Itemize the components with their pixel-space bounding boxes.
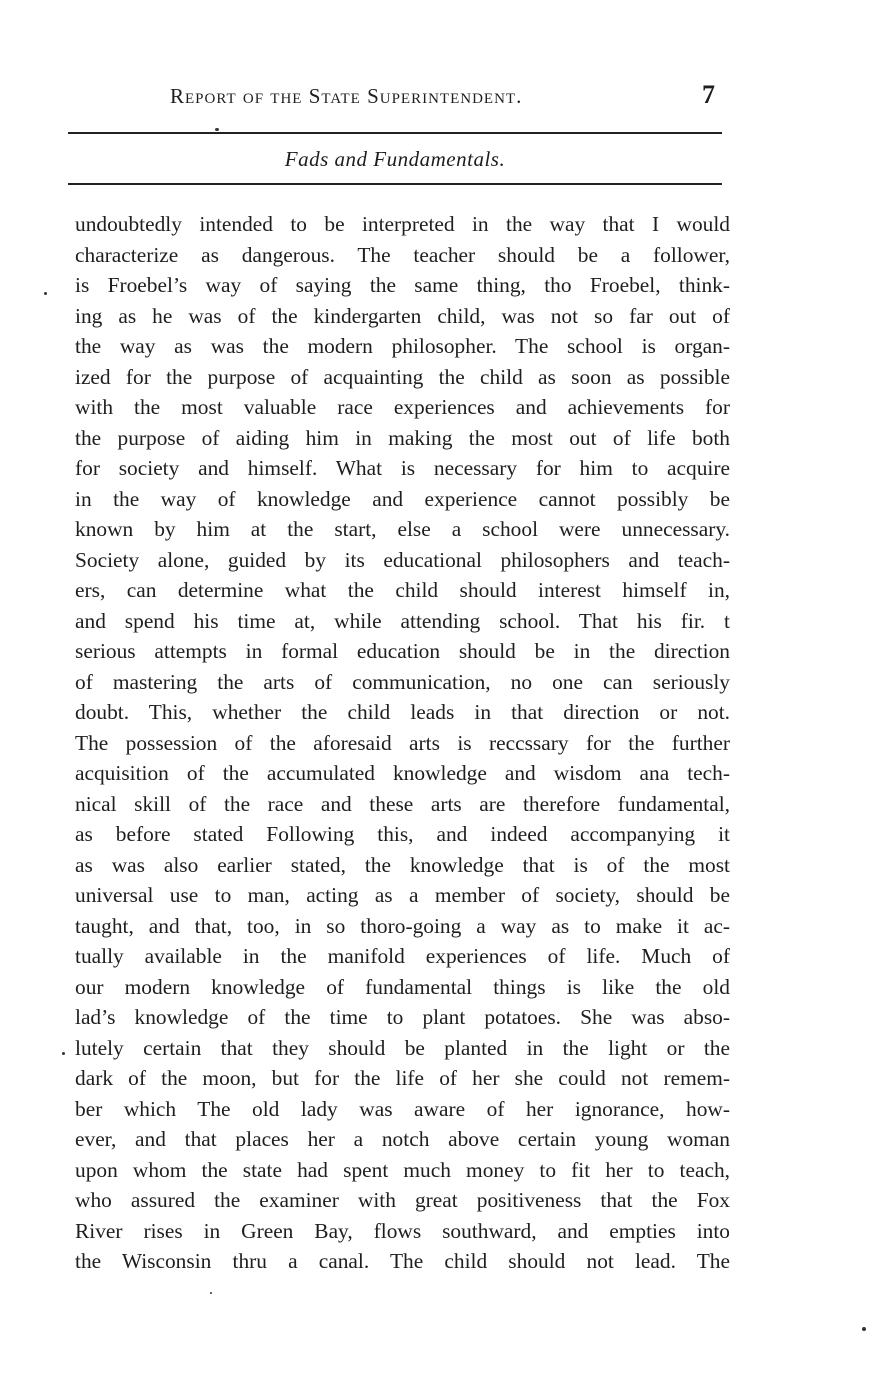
text-line: dark of the moon, but for the life of her she could not remem- [75,1066,730,1090]
text-line: River rises in Green Bay, flows southward, and empties into [75,1218,730,1243]
print-speck [215,128,219,131]
section-title: Fads and Fundamentals. [284,147,506,171]
header-rule-bottom [68,183,722,185]
text-line: ever, and that places her a notch above certain young woman [75,1127,730,1151]
text-line: characterize as dangerous. The teacher should be a follower, [75,242,730,267]
text-line: ber which The old lady was aware of her ignorance, how- [75,1096,730,1121]
text-line: doubt. This, whether the child leads in that direction or not. [75,700,730,724]
text-line: who assured the examiner with great positiveness that the Fox [75,1188,730,1212]
header-rule-top [68,132,722,134]
body-paragraph [75,209,730,1277]
text-line: serious attempts in formal education should be in the direction [75,639,730,663]
text-line: as was also earlier stated, the knowledge that is of the most [75,852,730,877]
text-line: The possession of the aforesaid arts is reccssary for the further [75,730,730,755]
text-line: Society alone, guided by its educational philosophers and teach- [75,547,730,572]
text-line: tually available in the manifold experiences of life. Much of [75,944,730,968]
text-line: and spend his time at, while attending school. That his fir. t [75,608,730,633]
text-line: our modern knowledge of fundamental things is like the old [75,974,730,999]
text-line: universal use to man, acting as a member of society, should be [75,883,730,907]
text-line: for society and himself. What is necessary for him to acquire [75,456,730,480]
text-line: the way as was the modern philosopher. The school is organ- [75,334,730,358]
print-speck [62,1052,65,1055]
text-line: upon whom the state had spent much money to fit her to teach, [75,1157,730,1182]
text-line: lad’s knowledge of the time to plant potatoes. She was abso- [75,1005,730,1029]
text-line: of mastering the arts of communication, no one can seriously [75,669,730,694]
text-line: in the way of knowledge and experience cannot possibly be [75,486,730,511]
print-speck [44,292,47,295]
text-line: acquisition of the accumulated knowledge and wisdom ana tech- [75,761,730,785]
text-line: ized for the purpose of acquainting the child as soon as possible [75,364,730,389]
text-line: ers, can determine what the child should interest himself in, [75,578,730,602]
text-line: with the most valuable race experiences and achievements for [75,395,730,419]
text-line: nical skill of the race and these arts are therefore fundamental, [75,791,730,816]
print-speck [210,1292,212,1294]
print-speck [862,1327,866,1331]
text-line: is Froebel’s way of saying the same thing, tho Froebel, think- [75,273,730,297]
text-line: lutely certain that they should be planted in the light or the [75,1035,730,1060]
text-line: as before stated Following this, and indeed accompanying it [75,822,730,846]
text-line: the purpose of aiding him in making the most out of life both [75,425,730,450]
text-line: undoubtedly intended to be interpreted in the way that I would [75,212,730,236]
text-line: ing as he was of the kindergarten child, was not so far out of [75,303,730,328]
text-line: known by him at the start, else a school were unnecessary. [75,517,730,541]
running-head-title: Report of the State Superintendent. [170,84,523,108]
text-line: the Wisconsin thru a canal. The child should not lead. The [75,1249,730,1273]
page-number: 7 [702,80,715,109]
text-line: taught, and that, too, in so thoro-going a way as to make it ac- [75,913,730,938]
